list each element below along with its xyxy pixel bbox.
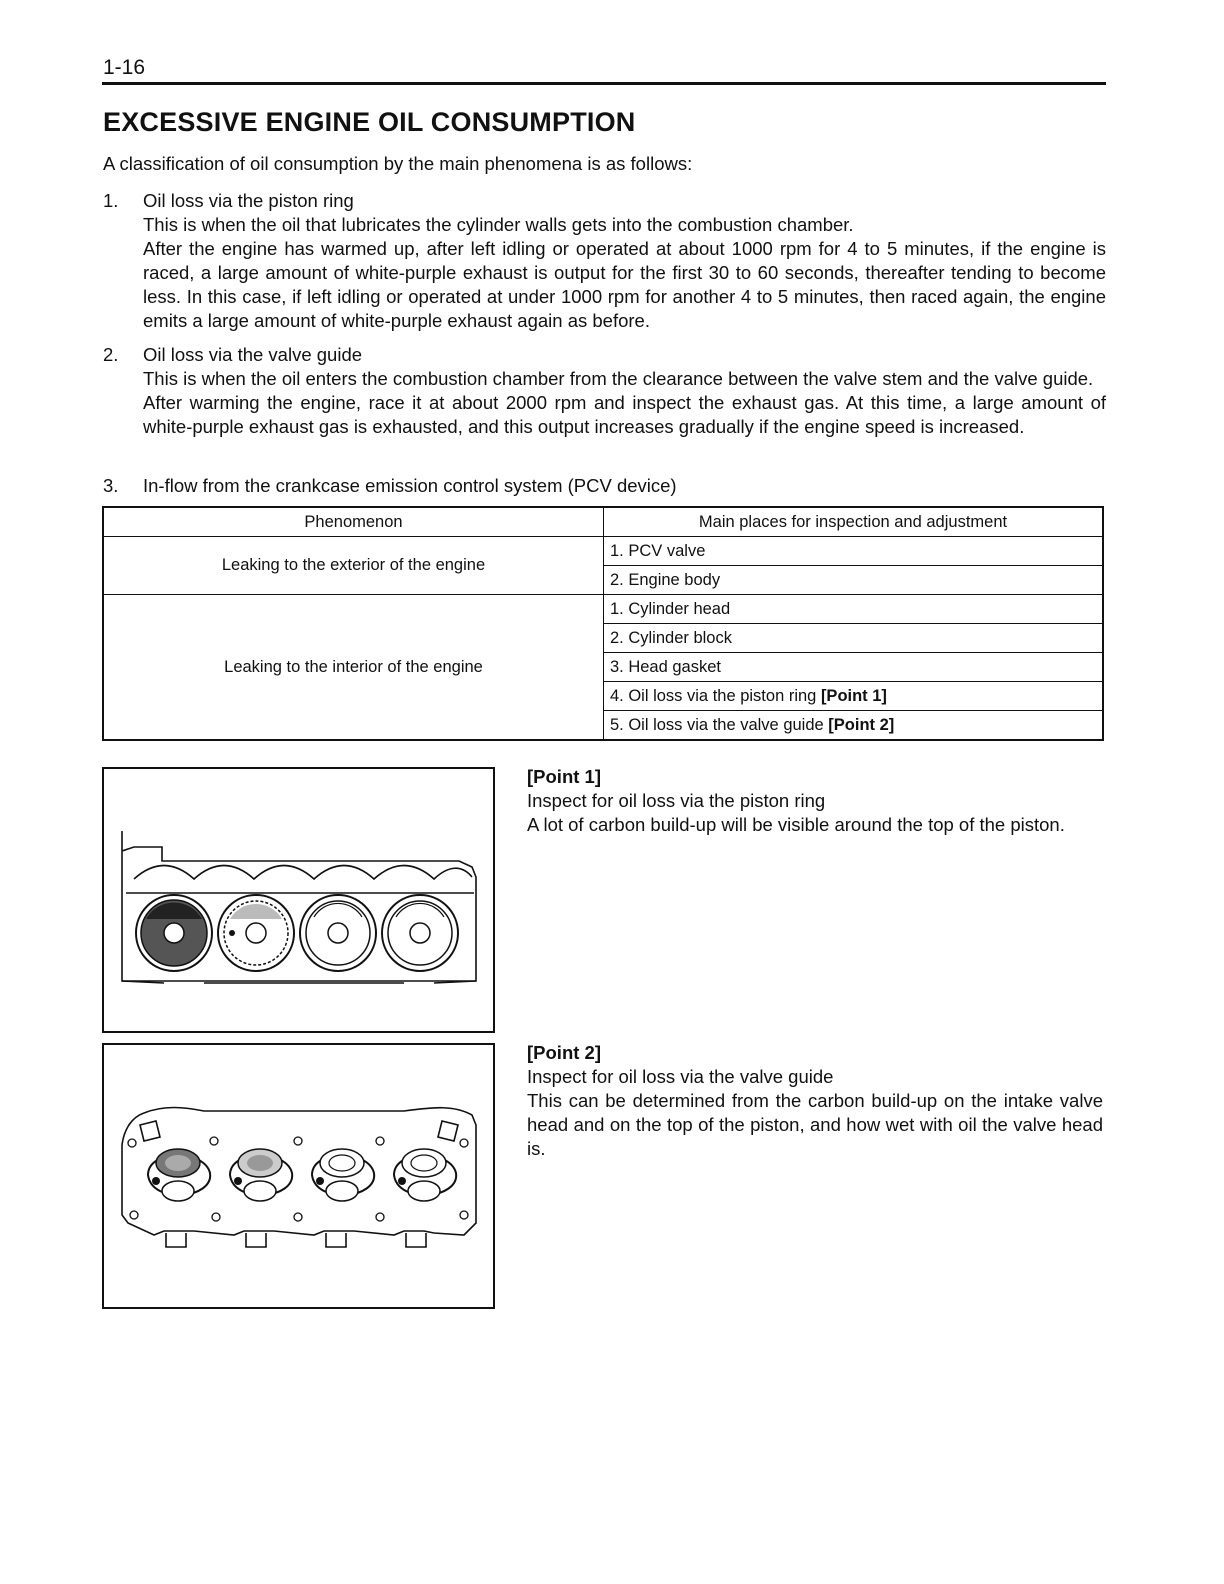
figure-valve-heads xyxy=(102,1043,495,1309)
cylinder-3 xyxy=(300,895,376,971)
place-text: 5. Oil loss via the valve guide xyxy=(610,715,829,734)
list-item-2 xyxy=(103,343,1106,439)
item-heading: Oil loss via the piston ring xyxy=(143,190,354,211)
inspection-table xyxy=(102,506,1104,741)
item-text: This is when the oil enters the combustion chamber from the clearance between the valve stem and the valve guide. xyxy=(143,368,1094,389)
point-reference: [Point 1] xyxy=(820,686,887,705)
place-cell xyxy=(604,682,1104,711)
point-heading: [Point 1] xyxy=(527,766,601,787)
intro-text: A classification of oil consumption by the main phenomena is as follows: xyxy=(103,153,693,174)
item-heading: In-flow from the crankcase emission control system (PCV device) xyxy=(143,475,677,496)
place-text: 2. Engine body xyxy=(610,570,721,589)
cylinder-2 xyxy=(218,895,294,971)
column-header-places: Main places for inspection and adjustment xyxy=(604,507,1104,537)
cylinder-1-carbon xyxy=(136,895,212,971)
item-text: After the engine has warmed up, after left idling or operated at about 1000 rpm for 4 to 5 minutes, if the engine is raced, a large amount of white-purple exhaust is output for the first 30 to 60 seconds, thereafter tending to become less. In this case, if left idling or operated at under 1000 rpm for another 4 to 5 minutes, then raced again, the engine emits a large amount of white-purple exhaust again as before. xyxy=(143,238,1106,331)
list-number: 1. xyxy=(103,190,119,211)
table-row xyxy=(103,595,1103,624)
item-text: After warming the engine, race it at about 2000 rpm and inspect the exhaust gas. At this time, a large amount of white-purple exhaust gas is exhausted, and this output increases gradually if the engine speed is increased. xyxy=(143,392,1106,437)
place-cell xyxy=(604,537,1104,566)
column-header-phenomenon: Phenomenon xyxy=(103,507,604,537)
header-rule xyxy=(102,82,1106,85)
point-1-section xyxy=(527,765,1103,837)
place-cell xyxy=(604,624,1104,653)
combustion-chamber-3 xyxy=(312,1149,374,1201)
list-item-3 xyxy=(103,474,1106,498)
cylinder-4 xyxy=(382,895,458,971)
point-2-section xyxy=(527,1041,1103,1161)
list-number: 2. xyxy=(103,344,119,365)
point-reference: [Point 2] xyxy=(828,715,895,734)
place-cell xyxy=(604,566,1104,595)
place-text: 1. PCV valve xyxy=(610,541,706,560)
point-heading: [Point 2] xyxy=(527,1042,601,1063)
cylinder-head-illustration xyxy=(104,1045,493,1307)
point-text: This can be determined from the carbon build-up on the intake valve head and on the top of the piston, and how wet with oil the valve head is. xyxy=(527,1090,1103,1159)
table-header-row xyxy=(103,507,1103,537)
place-text: 1. Cylinder head xyxy=(610,599,731,618)
item-heading: Oil loss via the valve guide xyxy=(143,344,363,365)
place-cell xyxy=(604,711,1104,741)
list-item-1 xyxy=(103,189,1106,333)
page-number: 1-16 xyxy=(103,56,146,79)
item-text: This is when the oil that lubricates the cylinder walls gets into the combustion chamber. xyxy=(143,214,854,235)
phenomenon-cell: Leaking to the exterior of the engine xyxy=(103,537,604,595)
engine-block-illustration xyxy=(104,769,493,1031)
place-text: 3. Head gasket xyxy=(610,657,721,676)
page-title: EXCESSIVE ENGINE OIL CONSUMPTION xyxy=(103,107,636,137)
place-text: 2. Cylinder block xyxy=(610,628,732,647)
place-cell xyxy=(604,595,1104,624)
combustion-chamber-4 xyxy=(394,1149,456,1201)
combustion-chamber-1-carbon xyxy=(148,1149,210,1201)
place-cell xyxy=(604,653,1104,682)
place-text: 4. Oil loss via the piston ring xyxy=(610,686,821,705)
phenomenon-cell: Leaking to the interior of the engine xyxy=(103,595,604,741)
point-text: Inspect for oil loss via the valve guide xyxy=(527,1066,834,1087)
figure-piston-tops xyxy=(102,767,495,1033)
point-text: Inspect for oil loss via the piston ring xyxy=(527,790,826,811)
point-text: A lot of carbon build-up will be visible around the top of the piston. xyxy=(527,814,1065,835)
table-row xyxy=(103,537,1103,566)
combustion-chamber-2-carbon xyxy=(230,1149,292,1201)
list-number: 3. xyxy=(103,475,119,496)
